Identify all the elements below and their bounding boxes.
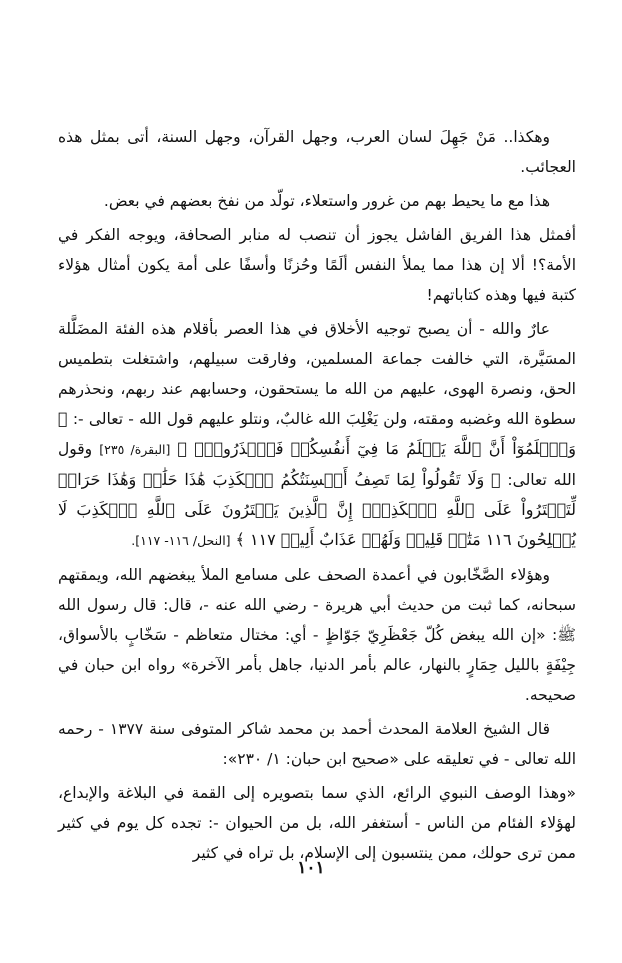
quran-verse-baqarah: ﴿ وَٱعۡلَمُوٓاْ أَنَّ ٱللَّهَ يَعۡلَمُ مَا فِيٓ أَنفُسِكُمۡ فَٱحۡذَرُوهُۚ ﴾ bbox=[58, 409, 576, 458]
paragraph-6: قال الشيخ العلامة المحدث أحمد بن محمد شاكر المتوفى سنة ١٣٧٧ - رحمه الله تعالى - في تعليقه على «صحيح ابن حبان: ١/ ٢٣٠»: bbox=[58, 720, 576, 768]
verse-reference-nahl: [النحل/ ١١٦- ١١٧]. bbox=[131, 533, 231, 548]
body-text bbox=[58, 122, 576, 872]
paragraph-4-connector: وقول الله تعالى: bbox=[58, 440, 576, 489]
paragraph-3: أفمثل هذا الفريق الفاشل يجوز أن تنصب له منابر الصحافة، ويوجه الفكر في الأمة؟! ألا إن هذا مما يملأ النفس ألَمًا وحُزنًا وأسفًا على أمة يكون أمثال هؤلاء كتبة فيها وهذه كتاباتهم! bbox=[58, 226, 576, 304]
paragraph-4-intro: عارٌ والله - أن يصبح توجيه الأخلاق في هذا العصر بأقلام هذه الفئة المضَلَّلة المسَيَّرة، التي خالفت جماعة المسلمين، وفارقت سبيلهم، واشتغلت بتطميس الحق، ونصرة الهوى، عليهم من الله ما يستحقون، وحسابهم عند ربهم، ونحذرهم سطوة الله وغضبه ومقته، ولن يَغْلِبَ الله غالبٌ، ونتلو عليهم قول الله - تعالى -: bbox=[58, 320, 576, 428]
page-number: ١٠١ bbox=[297, 858, 325, 878]
paragraph-4 bbox=[58, 314, 576, 556]
quran-verse-nahl: ﴿ وَلَا تَقُولُواْ لِمَا تَصِفُ أَلۡسِنَتُكُمُ ٱلۡكَذِبَ هَٰذَا حَلَٰلٞ وَهَٰذَا حَرَامٞ لِّتَفۡتَرُواْ عَلَى ٱللَّهِ ٱلۡكَذِبَۚ إِنَّ ٱلَّذِينَ يَفۡتَرُونَ عَلَى ٱللَّهِ ٱلۡكَذِبَ لَا يُفۡلِحُونَ ١١٦ مَتَٰعٞ قَلِيلٞ وَلَهُمۡ عَذَابٌ أَلِيمٞ ١١٧ ﴾ bbox=[58, 470, 576, 549]
verse-reference-baqarah: [البقرة/ ٢٣٥] bbox=[99, 442, 171, 457]
paragraph-2: هذا مع ما يحيط بهم من غرور واستعلاء، تولّد من نفخ بعضهم في بعض. bbox=[103, 192, 550, 210]
paragraph-5: وهؤلاء الصَّخّابون في أعمدة الصحف على مسامع الملأ يبغضهم الله، ويمقتهم سبحانه، كما ثبت من حديث أبي هريرة - رضي الله عنه -، قال: قال رسول الله ﷺ: «إن الله يبغض كُلّ جَعْظَرِيّ جَوّاظٍ - أي: مختال متعاظم - سَخّابٍ بالأسواق، جِيْفَةٍ بالليل حِمَارٍ بالنهار، عالم بأمر الدنيا، جاهل بأمر الآخرة» رواه ابن حبان في صحيحه. bbox=[58, 566, 576, 704]
paragraph-7: «وهذا الوصف النبوي الرائع، الذي سما بتصويره إلى القمة في البلاغة والإبداع، لهؤلاء الفئام من الناس - أستغفر الله، بل من الحيوان -: تجده كل يوم في كثير ممن ترى حولك، ممن ينتسبون إلى الإسلام، بل تراه في كثير bbox=[58, 784, 576, 862]
paragraph-1: وهكذا.. مَنْ جَهِلَ لسان العرب، وجهل القرآن، وجهل السنة، أتى بمثل هذه العجائب. bbox=[58, 128, 576, 176]
